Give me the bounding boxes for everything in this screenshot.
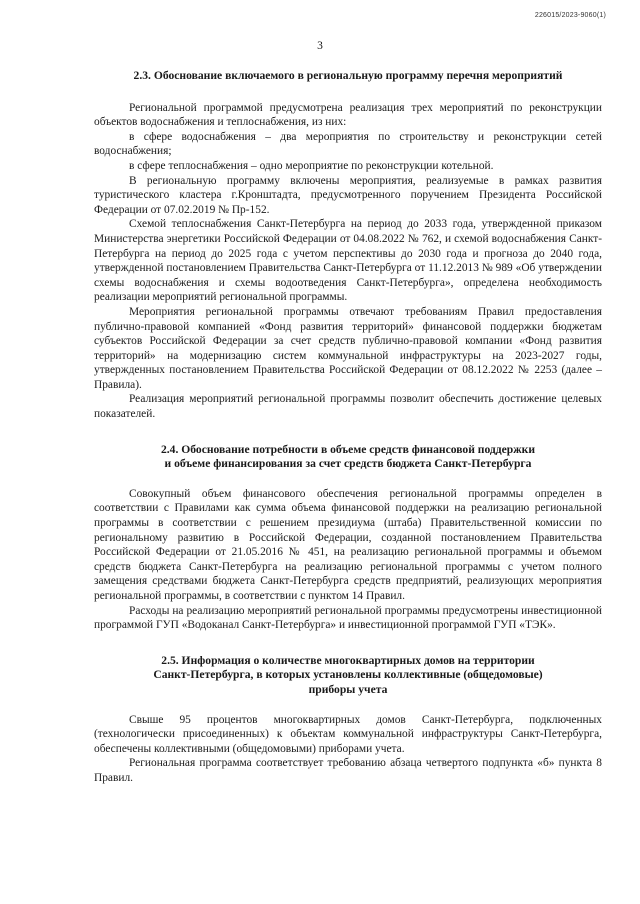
section-2-5-heading (94, 654, 602, 698)
paragraph: В региональную программу включены мероприятия, реализуемые в рамках развития туристического кластера г.Кронштадта, предусмотренного поручением Президента Российской Федерации от 07.02.2019 № Пр-152. (94, 174, 602, 216)
paragraph: Региональной программой предусмотрена реализация трех мероприятий по реконструкции объектов водоснабжения и теплоснабжения, из них: (94, 101, 602, 129)
paragraph: Реализация мероприятий региональной программы позволит обеспечить достижение целевых показателей. (94, 393, 602, 421)
document-registration-number: 226015/2023-9060(1) (534, 12, 606, 19)
paragraph: Региональная программа соответствует требованию абзаца четвертого подпункта «б» пункта 8 Правил. (94, 757, 602, 784)
paragraph: в сфере водоснабжения – два мероприятия по строительству и реконструкции сетей водоснабжения; (94, 130, 602, 158)
section-2-5-heading-line: 2.5. Информация о количестве многоквартирных домов на территории (161, 653, 535, 667)
paragraph: Совокупный объем финансового обеспечения региональной программы определен в соответствии с Правилами как сумма объема финансовой поддержки на реализацию региональной программы в соответствии с решением президиума (штаба) Правительственной комиссии по региональному развитию в Российской Федерации, созданной постановлением Правительства Российской Федерации от 21.05.2016 № 451, на реализацию региональной программы и объемом средств бюджета Санкт-Петербурга на реализацию региональной программы с учетом полного замещения средствами бюджета Санкт-Петербурга средств предприятий, реализующих мероприятия региональной программы, в соответствии с пунктом 14 Правил. (94, 487, 602, 602)
paragraph: Расходы на реализацию мероприятий региональной программы предусмотрены инвестиционной программой ГУП «Водоканал Санкт-Петербурга» и инвестиционной программой ГУП «ТЭК». (94, 604, 602, 632)
section-2-4-heading-line: и объеме финансирования за счет средств бюджета Санкт-Петербурга (164, 457, 532, 471)
paragraph: Свыше 95 процентов многоквартирных домов Санкт-Петербурга, подключенных (технологически присоединенных) к объектам коммунальной инфраструктуры Санкт-Петербурга, обеспечены коллективными (общедомовыми) приборами учета. (94, 713, 602, 755)
section-2-3-heading: 2.3. Обоснование включаемого в региональную программу перечня мероприятий (133, 69, 563, 82)
section-2-4-heading (94, 443, 602, 472)
section-2-5-heading-line: Санкт-Петербурга, в которых установлены коллективные (общедомовые) (153, 668, 543, 682)
page-number: 3 (317, 40, 323, 52)
document-body (94, 69, 602, 786)
paragraph: Схемой теплоснабжения Санкт-Петербурга на период до 2033 года, утвержденной приказом Министерства энергетики Российской Федерации от 04.08.2022 № 762, и схемой водоснабжения Санкт-Петербурга на период до 2025 года с учетом перспективы до 2030 года и прогноза до 2040 года, утвержденной постановлением Правительства Санкт-Петербурга от 11.12.2013 № 989 «Об утверждении схемы водоснабжения и схемы водоотведения Санкт-Петербурга», определена необходимость реализации мероприятий региональной программы. (94, 218, 602, 304)
paragraph: в сфере теплоснабжения – одно мероприятие по реконструкции котельной. (129, 159, 494, 172)
paragraph: Мероприятия региональной программы отвечают требованиям Правил предоставления публично-правовой компанией «Фонд развития территорий» финансовой поддержки бюджетам субъектов Российской Федерации за счет средств публично-правовой компании «Фонд развития территорий» на модернизацию систем коммунальной инфраструктуры на 2023-2027 годы, утвержденных постановлением Правительства Российской Федерации от 08.12.2022 № 2253 (далее – Правила). (94, 305, 602, 391)
section-2-4-heading-line: 2.4. Обоснование потребности в объеме средств финансовой поддержки (160, 442, 536, 456)
section-2-5-heading-line: приборы учета (308, 682, 388, 696)
